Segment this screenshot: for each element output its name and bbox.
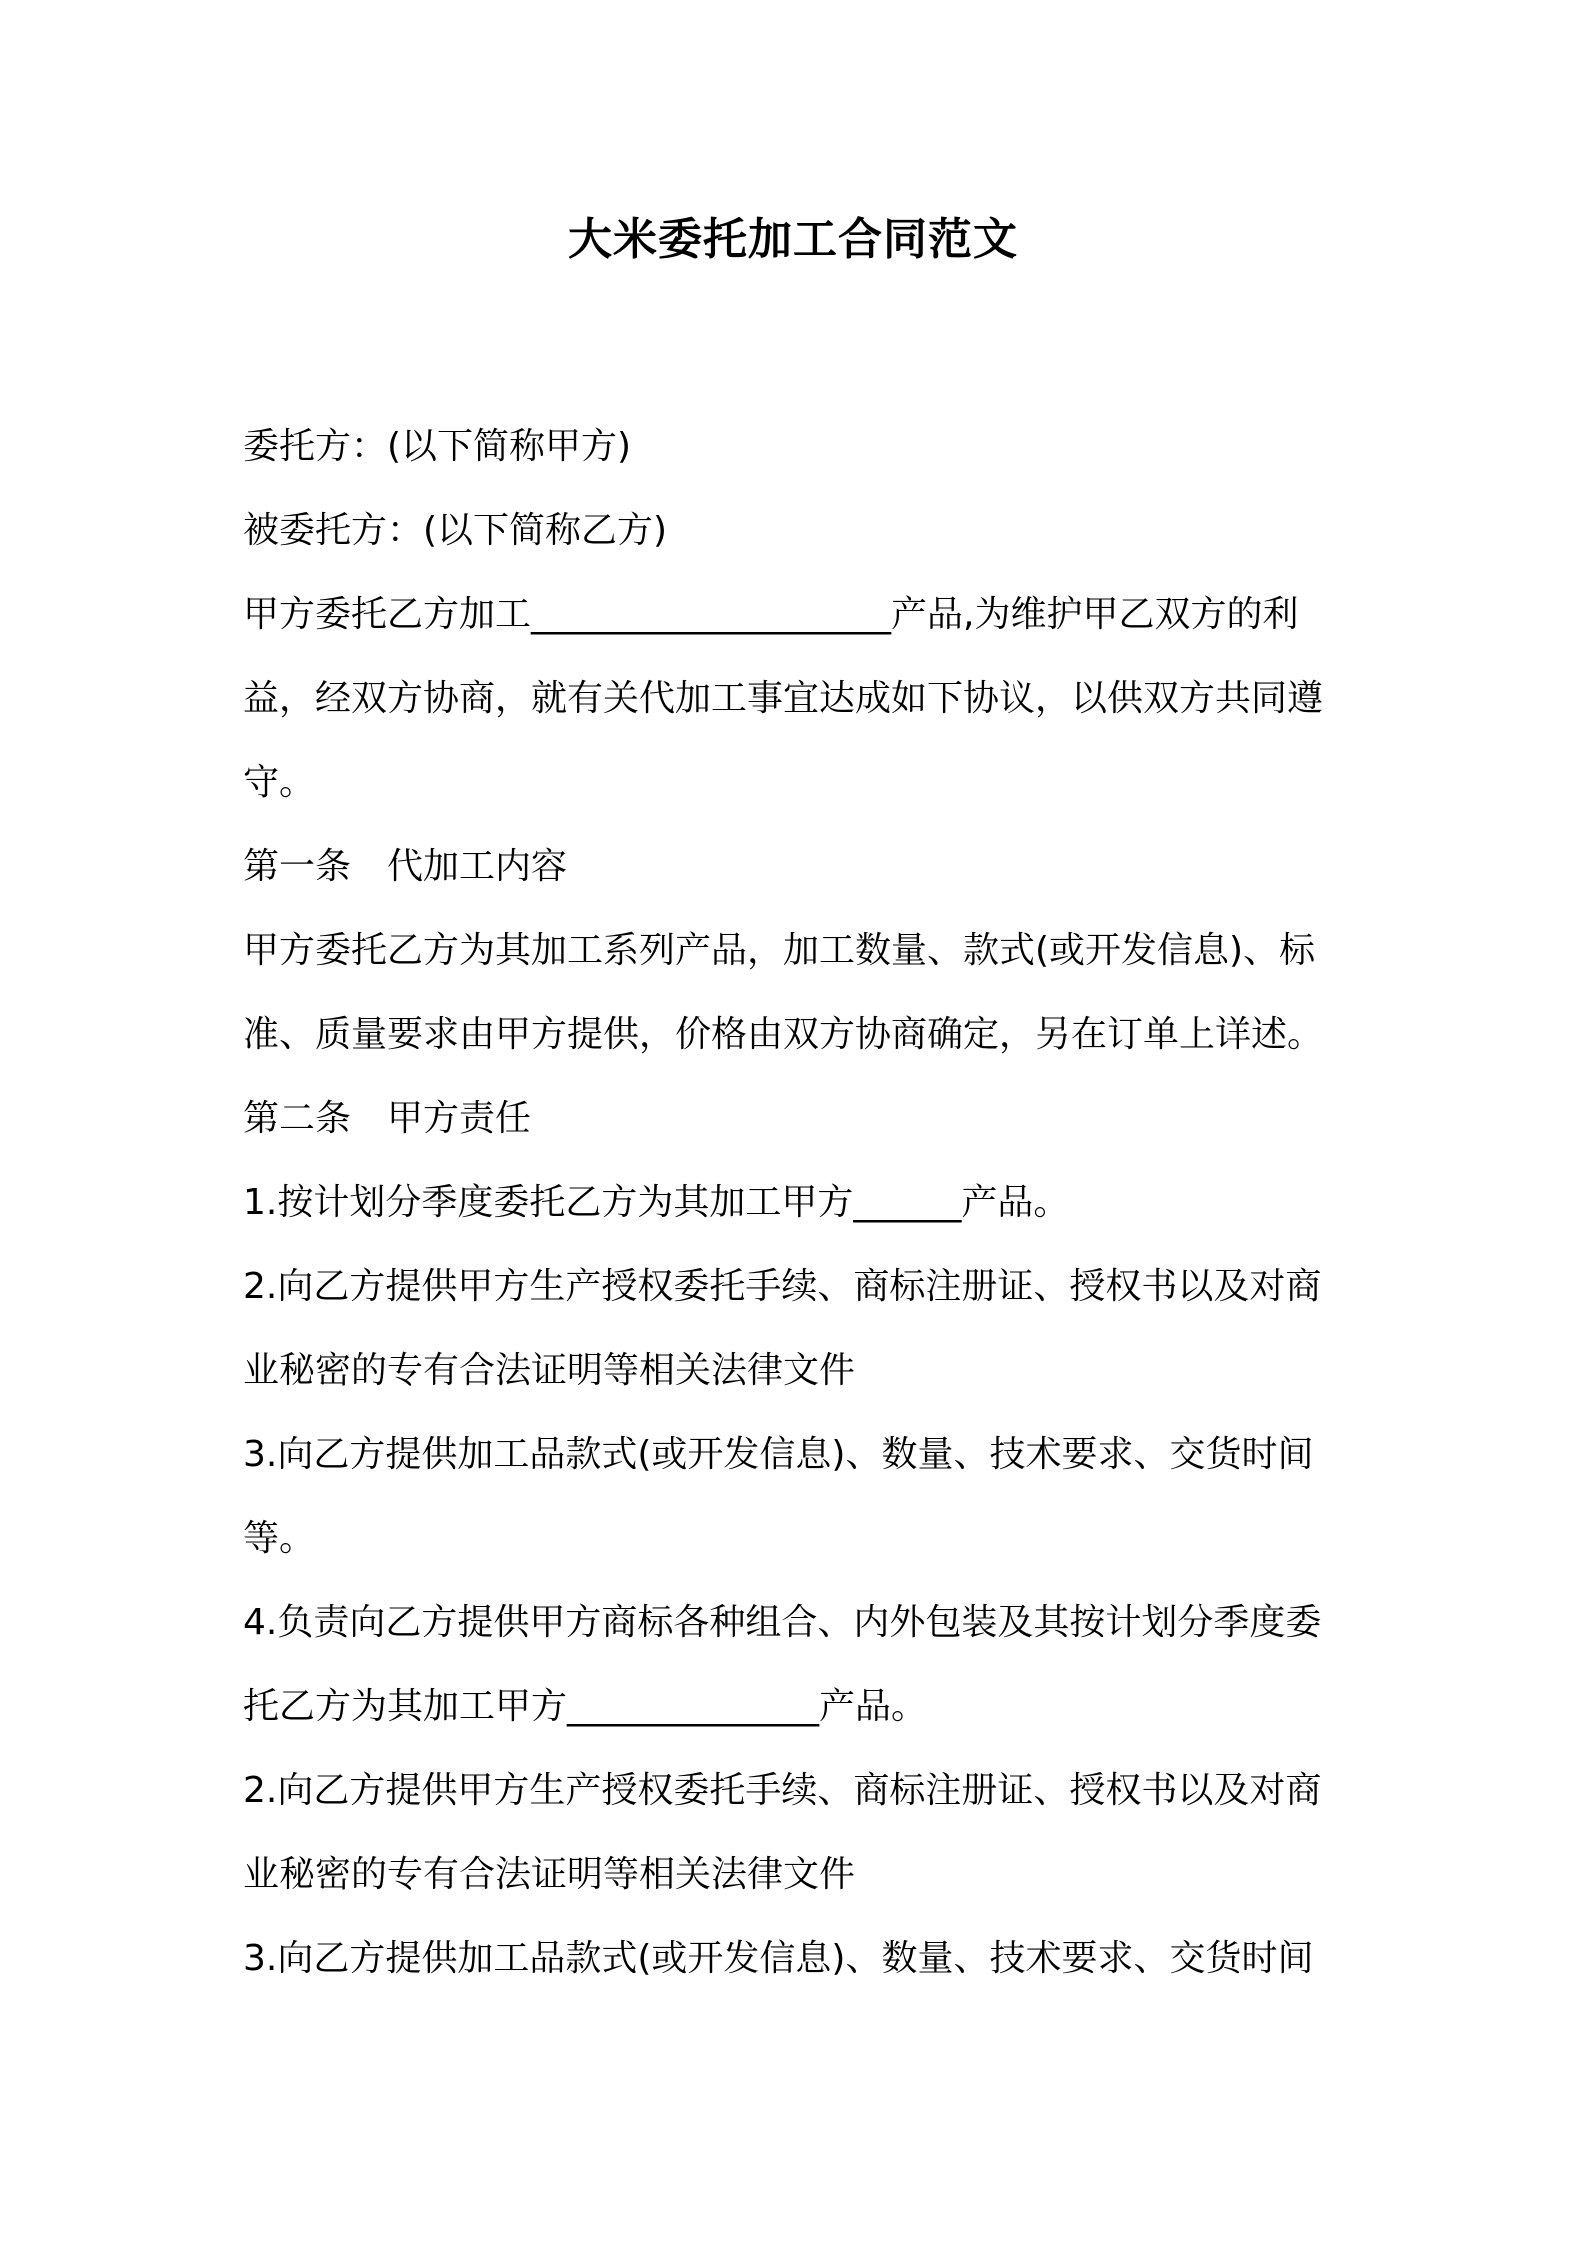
preamble-line-1: 甲方委托乙方加工____________________产品,为维护甲乙双方的利 xyxy=(243,594,1299,635)
clause-1-line-1: 1.按计划分季度委托乙方为其加工甲方______产品。 xyxy=(243,1182,1070,1223)
clause-4-line-1: 4.负责向乙方提供甲方商标各种组合、内外包装及其按计划分季度委 xyxy=(243,1602,1322,1643)
clause-3-repeat-line-1: 3.向乙方提供加工品款式(或开发信息)、数量、技术要求、交货时间 xyxy=(243,1938,1314,1979)
article-1-heading: 第一条 代加工内容 xyxy=(243,846,568,887)
clause-2-repeat-line-2: 业秘密的专有合法证明等相关法律文件 xyxy=(243,1854,856,1895)
document-title: 大米委托加工合同范文 xyxy=(568,214,1018,265)
preamble-line-2: 益，经双方协商，就有关代加工事宜达成如下协议，以供双方共同遵 xyxy=(243,678,1324,719)
clause-2-line-1: 2.向乙方提供甲方生产授权委托手续、商标注册证、授权书以及对商 xyxy=(243,1266,1322,1307)
party-b-line: 被委托方：(以下简称乙方) xyxy=(243,510,668,551)
clause-3-line-2: 等。 xyxy=(243,1518,316,1559)
clause-2-line-2: 业秘密的专有合法证明等相关法律文件 xyxy=(243,1350,856,1391)
article-1-line-2: 准、质量要求由甲方提供，价格由双方协商确定，另在订单上详述。 xyxy=(243,1014,1324,1055)
clause-4-line-2: 托乙方为其加工甲方______________产品。 xyxy=(243,1686,928,1727)
preamble-line-3: 守。 xyxy=(243,762,316,803)
clause-2-repeat-line-1: 2.向乙方提供甲方生产授权委托手续、商标注册证、授权书以及对商 xyxy=(243,1770,1322,1811)
clause-3-line-1: 3.向乙方提供加工品款式(或开发信息)、数量、技术要求、交货时间 xyxy=(243,1434,1314,1475)
article-2-heading: 第二条 甲方责任 xyxy=(243,1098,532,1139)
article-1-line-1: 甲方委托乙方为其加工系列产品，加工数量、款式(或开发信息)、标 xyxy=(243,930,1316,971)
party-a-line: 委托方：(以下简称甲方) xyxy=(243,426,632,467)
document-body xyxy=(243,405,1363,2001)
